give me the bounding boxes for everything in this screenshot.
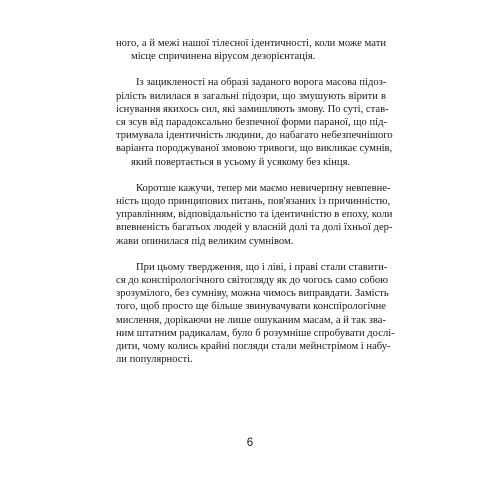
text-line: того, щоб просто ще більше звинувачувати конспірологічне xyxy=(116,301,386,313)
text-line: ли популярності. xyxy=(116,354,193,366)
text-line: Із зацикленості на образі заданого ворога масова підоз- xyxy=(136,77,387,89)
text-line: ся до конспірологічного світогляду як до чогось само собою xyxy=(116,275,389,287)
text-line: ного, а й межі нашої тілесної ідентичності, коли може мати xyxy=(116,38,386,49)
text-line: місце спричинена вірусом дезорієнтація. xyxy=(131,51,316,63)
paragraph-gap xyxy=(116,169,386,182)
text-line: який повертається в усьому й усякому без кінця. xyxy=(131,156,351,168)
text-line: управлінням, відповідальністю та ідентичністю в епоху, коли xyxy=(116,209,393,221)
text-line: дити, чому колись крайні погляди стали мейнстрімом і набу- xyxy=(116,341,391,353)
text-line: рілість вилилася в загальні підозри, що змушують вірити в xyxy=(116,90,386,102)
paragraph-1 xyxy=(116,37,386,63)
text-line: ність щодо принципових питань, пов'язаних із причинністю, xyxy=(116,196,391,208)
text-line: мислення, дорікаючи не лише ошуканим масам, а й так зва- xyxy=(116,314,387,326)
text-line: ним штатним радикалам, було б розумніше спробувати дослі- xyxy=(116,327,395,339)
text-line: впевненість багатьох людей у власній долі та долі їхньої дер- xyxy=(116,222,393,234)
paragraph-3 xyxy=(116,182,393,248)
paragraph-2 xyxy=(116,76,393,168)
text-line: існування якихось сил, які замишляють змову. По суті, став- xyxy=(116,103,389,115)
text-line: тримувала ідентичність людини, до набагато небезпечнішого xyxy=(116,130,393,142)
body-text xyxy=(116,37,395,366)
text-line: При цьому твердження, що і ліві, і праві стали ставити- xyxy=(136,261,388,273)
page-number: 6 xyxy=(246,437,254,449)
text-line: жави опинилася під великим сумнівом. xyxy=(116,235,294,247)
paragraph-gap xyxy=(116,248,386,261)
paragraph-4 xyxy=(116,261,395,367)
text-line: зрозумілого, без сумніву, можна чимось виправдати. Замість xyxy=(116,288,389,300)
text-line: варіанта породжуваної змовою тривоги, що викликає сумнів, xyxy=(116,143,393,155)
text-line: Коротше кажучи, тепер ми маємо невичерпну невпевне- xyxy=(136,182,391,194)
text-line: ся зсув від парадоксально безпечної форми параної, що під- xyxy=(116,117,387,129)
paragraph-gap xyxy=(116,63,386,76)
